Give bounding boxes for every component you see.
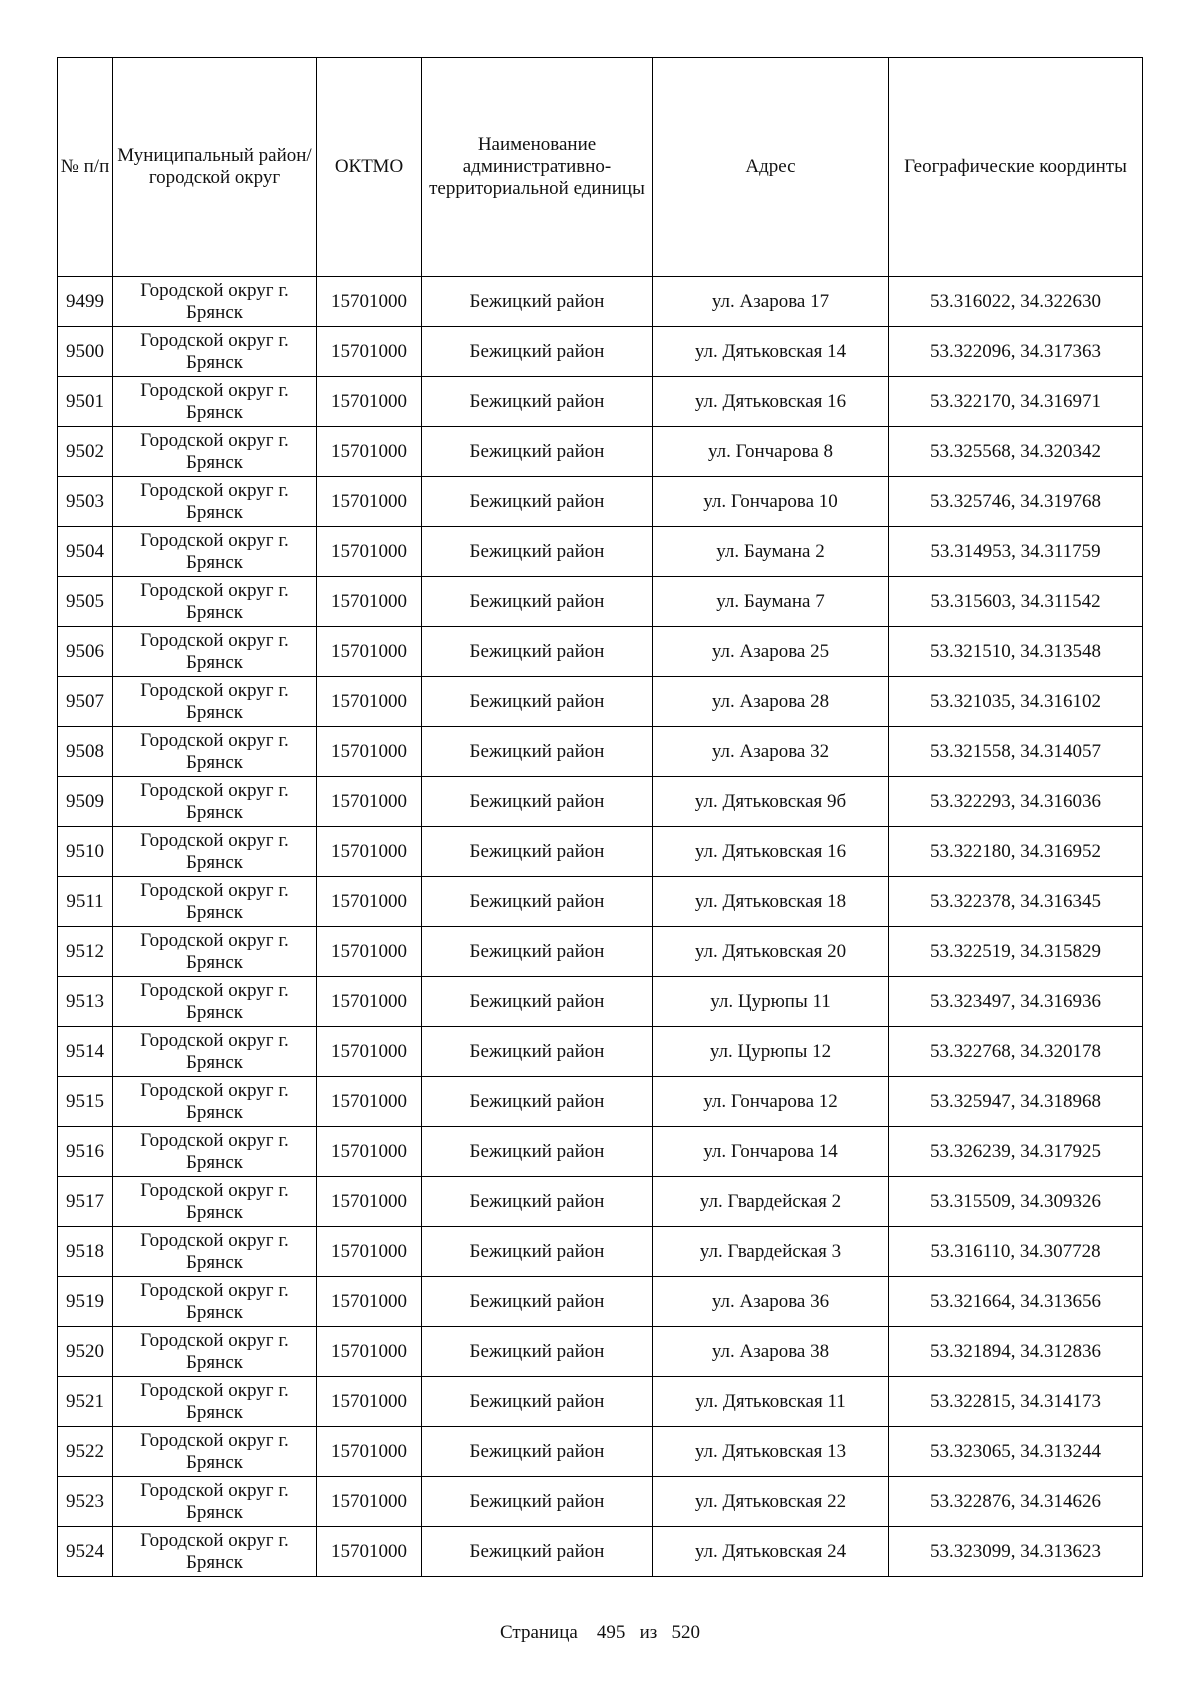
cell-admin-unit: Бежицкий район [422,827,653,877]
cell-admin-unit: Бежицкий район [422,1027,653,1077]
cell-address: ул. Азарова 36 [653,1277,889,1327]
cell-number: 9515 [58,1077,113,1127]
cell-coordinates: 53.315509, 34.309326 [889,1177,1143,1227]
table-row [58,977,1143,1027]
table-row [58,877,1143,927]
cell-number: 9510 [58,827,113,877]
cell-address: ул. Дятьковская 16 [653,377,889,427]
cell-coordinates: 53.316022, 34.322630 [889,277,1143,327]
header-municipality: Муниципальный район/городской округ [113,58,317,277]
cell-coordinates: 53.321510, 34.313548 [889,627,1143,677]
cell-municipality: Городской округ г. Брянск [113,677,317,727]
cell-municipality: Городской округ г. Брянск [113,927,317,977]
cell-oktmo: 15701000 [317,477,422,527]
cell-address: ул. Гончарова 12 [653,1077,889,1127]
cell-number: 9514 [58,1027,113,1077]
cell-admin-unit: Бежицкий район [422,527,653,577]
cell-municipality: Городской округ г. Брянск [113,1027,317,1077]
cell-admin-unit: Бежицкий район [422,1077,653,1127]
cell-oktmo: 15701000 [317,1277,422,1327]
table-row [58,1427,1143,1477]
cell-address: ул. Дятьковская 18 [653,877,889,927]
cell-admin-unit: Бежицкий район [422,427,653,477]
table-row [58,377,1143,427]
table-row [58,1327,1143,1377]
cell-admin-unit: Бежицкий район [422,1477,653,1527]
cell-municipality: Городской округ г. Брянск [113,877,317,927]
cell-address: ул. Баумана 2 [653,527,889,577]
cell-address: ул. Дятьковская 14 [653,327,889,377]
cell-oktmo: 15701000 [317,577,422,627]
cell-oktmo: 15701000 [317,777,422,827]
page-footer [0,1622,1200,1644]
cell-municipality: Городской округ г. Брянск [113,1427,317,1477]
table-row [58,627,1143,677]
cell-admin-unit: Бежицкий район [422,627,653,677]
footer-total-pages: 520 [671,1622,700,1643]
cell-number: 9509 [58,777,113,827]
table-row [58,1477,1143,1527]
cell-number: 9503 [58,477,113,527]
cell-admin-unit: Бежицкий район [422,577,653,627]
cell-admin-unit: Бежицкий район [422,327,653,377]
cell-address: ул. Гончарова 10 [653,477,889,527]
cell-number: 9518 [58,1227,113,1277]
cell-municipality: Городской округ г. Брянск [113,477,317,527]
cell-coordinates: 53.326239, 34.317925 [889,1127,1143,1177]
cell-address: ул. Цурюпы 11 [653,977,889,1027]
cell-oktmo: 15701000 [317,1077,422,1127]
cell-oktmo: 15701000 [317,1527,422,1577]
cell-oktmo: 15701000 [317,727,422,777]
table-row [58,827,1143,877]
cell-coordinates: 53.321035, 34.316102 [889,677,1143,727]
cell-number: 9522 [58,1427,113,1477]
cell-coordinates: 53.322768, 34.320178 [889,1027,1143,1077]
cell-address: ул. Дятьковская 11 [653,1377,889,1427]
cell-coordinates: 53.322876, 34.314626 [889,1477,1143,1527]
cell-number: 9505 [58,577,113,627]
cell-coordinates: 53.321894, 34.312836 [889,1327,1143,1377]
cell-municipality: Городской округ г. Брянск [113,327,317,377]
cell-municipality: Городской округ г. Брянск [113,577,317,627]
cell-admin-unit: Бежицкий район [422,1277,653,1327]
cell-coordinates: 53.316110, 34.307728 [889,1227,1143,1277]
cell-municipality: Городской округ г. Брянск [113,427,317,477]
cell-number: 9519 [58,1277,113,1327]
table-row [58,727,1143,777]
cell-number: 9512 [58,927,113,977]
cell-number: 9517 [58,1177,113,1227]
table-row [58,477,1143,527]
cell-address: ул. Гончарова 14 [653,1127,889,1177]
cell-admin-unit: Бежицкий район [422,1127,653,1177]
table-row [58,1077,1143,1127]
cell-admin-unit: Бежицкий район [422,277,653,327]
cell-municipality: Городской округ г. Брянск [113,1327,317,1377]
cell-number: 9516 [58,1127,113,1177]
cell-number: 9499 [58,277,113,327]
footer-current-page: 495 [596,1622,626,1643]
cell-oktmo: 15701000 [317,427,422,477]
cell-address: ул. Гвардейская 2 [653,1177,889,1227]
cell-oktmo: 15701000 [317,1027,422,1077]
cell-oktmo: 15701000 [317,1177,422,1227]
header-oktmo: ОКТМО [317,58,422,277]
cell-coordinates: 53.325947, 34.318968 [889,1077,1143,1127]
cell-address: ул. Дятьковская 9б [653,777,889,827]
table-row [58,677,1143,727]
cell-oktmo: 15701000 [317,1227,422,1277]
cell-municipality: Городской округ г. Брянск [113,1527,317,1577]
table-row [58,277,1143,327]
cell-coordinates: 53.321558, 34.314057 [889,727,1143,777]
cell-coordinates: 53.322519, 34.315829 [889,927,1143,977]
cell-coordinates: 53.322815, 34.314173 [889,1377,1143,1427]
cell-coordinates: 53.323065, 34.313244 [889,1427,1143,1477]
cell-admin-unit: Бежицкий район [422,377,653,427]
cell-municipality: Городской округ г. Брянск [113,1227,317,1277]
cell-admin-unit: Бежицкий район [422,877,653,927]
cell-admin-unit: Бежицкий район [422,1177,653,1227]
cell-number: 9521 [58,1377,113,1427]
cell-address: ул. Азарова 25 [653,627,889,677]
cell-address: ул. Дятьковская 24 [653,1527,889,1577]
cell-admin-unit: Бежицкий район [422,777,653,827]
table-row [58,777,1143,827]
table-header [58,58,1143,277]
table-row [58,1177,1143,1227]
table-body [58,277,1143,1577]
header-coordinates: Географические координты [889,58,1143,277]
cell-admin-unit: Бежицкий район [422,927,653,977]
table-row [58,327,1143,377]
cell-oktmo: 15701000 [317,927,422,977]
cell-municipality: Городской округ г. Брянск [113,1127,317,1177]
cell-oktmo: 15701000 [317,1477,422,1527]
cell-coordinates: 53.322096, 34.317363 [889,327,1143,377]
cell-municipality: Городской округ г. Брянск [113,527,317,577]
table-row [58,1127,1143,1177]
cell-coordinates: 53.315603, 34.311542 [889,577,1143,627]
cell-coordinates: 53.325568, 34.320342 [889,427,1143,477]
cell-address: ул. Гончарова 8 [653,427,889,477]
cell-oktmo: 15701000 [317,277,422,327]
header-row [58,58,1143,277]
cell-address: ул. Азарова 32 [653,727,889,777]
cell-number: 9500 [58,327,113,377]
table-row [58,1227,1143,1277]
cell-municipality: Городской округ г. Брянск [113,277,317,327]
cell-oktmo: 15701000 [317,677,422,727]
cell-oktmo: 15701000 [317,827,422,877]
cell-municipality: Городской округ г. Брянск [113,777,317,827]
cell-admin-unit: Бежицкий район [422,677,653,727]
cell-number: 9511 [58,877,113,927]
cell-number: 9507 [58,677,113,727]
table-row [58,1527,1143,1577]
cell-number: 9504 [58,527,113,577]
cell-admin-unit: Бежицкий район [422,977,653,1027]
cell-coordinates: 53.322293, 34.316036 [889,777,1143,827]
cell-municipality: Городской округ г. Брянск [113,727,317,777]
cell-address: ул. Дятьковская 22 [653,1477,889,1527]
cell-oktmo: 15701000 [317,327,422,377]
cell-coordinates: 53.323099, 34.313623 [889,1527,1143,1577]
table-row [58,427,1143,477]
cell-coordinates: 53.323497, 34.316936 [889,977,1143,1027]
cell-number: 9524 [58,1527,113,1577]
cell-oktmo: 15701000 [317,1327,422,1377]
cell-oktmo: 15701000 [317,527,422,577]
cell-number: 9523 [58,1477,113,1527]
cell-admin-unit: Бежицкий район [422,1377,653,1427]
cell-number: 9502 [58,427,113,477]
footer-page-label: Страница [499,1622,578,1643]
cell-coordinates: 53.322180, 34.316952 [889,827,1143,877]
cell-oktmo: 15701000 [317,877,422,927]
cell-address: ул. Азарова 17 [653,277,889,327]
cell-municipality: Городской округ г. Брянск [113,377,317,427]
cell-coordinates: 53.314953, 34.311759 [889,527,1143,577]
cell-number: 9506 [58,627,113,677]
cell-number: 9513 [58,977,113,1027]
cell-number: 9501 [58,377,113,427]
cell-municipality: Городской округ г. Брянск [113,1177,317,1227]
cell-oktmo: 15701000 [317,1127,422,1177]
table-row [58,527,1143,577]
cell-address: ул. Цурюпы 12 [653,1027,889,1077]
table-row [58,577,1143,627]
cell-coordinates: 53.322378, 34.316345 [889,877,1143,927]
cell-admin-unit: Бежицкий район [422,1227,653,1277]
header-admin-unit: Наименование административно-территориальной единицы [422,58,653,277]
cell-address: ул. Дятьковская 16 [653,827,889,877]
cell-number: 9508 [58,727,113,777]
cell-number: 9520 [58,1327,113,1377]
table-row [58,1277,1143,1327]
cell-oktmo: 15701000 [317,977,422,1027]
cell-oktmo: 15701000 [317,1427,422,1477]
header-address: Адрес [653,58,889,277]
table-row [58,927,1143,977]
cell-address: ул. Азарова 28 [653,677,889,727]
coordinates-table [57,57,1143,1577]
cell-address: ул. Гвардейская 3 [653,1227,889,1277]
table-row [58,1377,1143,1427]
cell-municipality: Городской округ г. Брянск [113,1077,317,1127]
cell-coordinates: 53.325746, 34.319768 [889,477,1143,527]
cell-admin-unit: Бежицкий район [422,1427,653,1477]
cell-oktmo: 15701000 [317,627,422,677]
cell-admin-unit: Бежицкий район [422,1327,653,1377]
cell-coordinates: 53.322170, 34.316971 [889,377,1143,427]
cell-admin-unit: Бежицкий район [422,1527,653,1577]
cell-oktmo: 15701000 [317,377,422,427]
cell-oktmo: 15701000 [317,1377,422,1427]
cell-municipality: Городской округ г. Брянск [113,1277,317,1327]
cell-admin-unit: Бежицкий район [422,727,653,777]
cell-municipality: Городской округ г. Брянск [113,1477,317,1527]
header-number: № п/п [58,58,113,277]
cell-address: ул. Азарова 38 [653,1327,889,1377]
cell-municipality: Городской округ г. Брянск [113,1377,317,1427]
cell-coordinates: 53.321664, 34.313656 [889,1277,1143,1327]
cell-address: ул. Дятьковская 13 [653,1427,889,1477]
cell-municipality: Городской округ г. Брянск [113,977,317,1027]
cell-address: ул. Дятьковская 20 [653,927,889,977]
footer-of-label: из [639,1622,658,1643]
table-row [58,1027,1143,1077]
cell-admin-unit: Бежицкий район [422,477,653,527]
cell-address: ул. Баумана 7 [653,577,889,627]
cell-municipality: Городской округ г. Брянск [113,627,317,677]
cell-municipality: Городской округ г. Брянск [113,827,317,877]
